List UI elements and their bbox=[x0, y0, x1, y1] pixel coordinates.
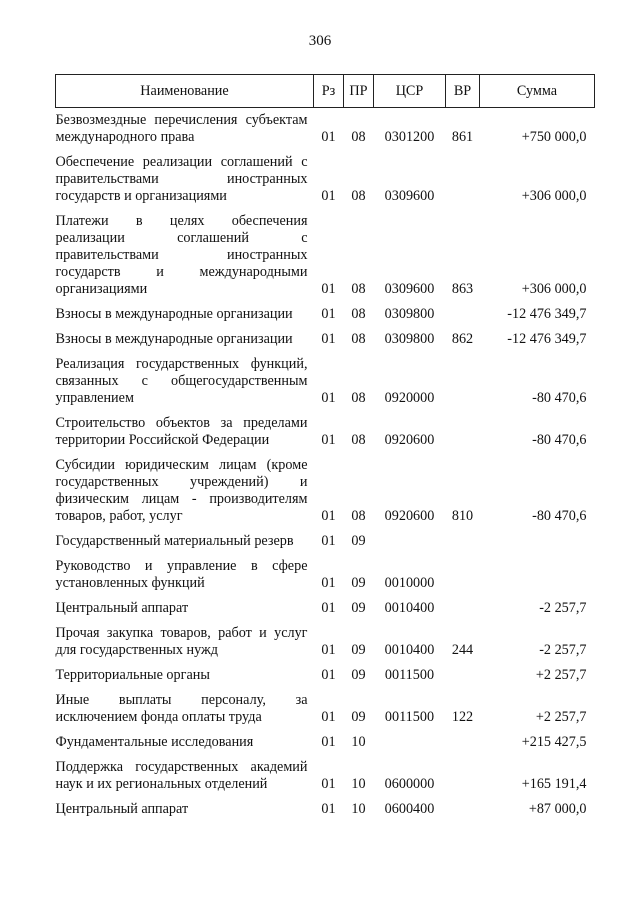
row-pr: 10 bbox=[351, 734, 366, 750]
row-pr: 08 bbox=[351, 432, 366, 448]
row-csr: 0011500 bbox=[384, 667, 435, 683]
row-pr: 08 bbox=[351, 508, 366, 524]
row-rz: 01 bbox=[321, 734, 336, 750]
row-name: Руководство и управление в сфере установленных функций bbox=[55, 558, 308, 591]
row-pr: 08 bbox=[351, 129, 366, 145]
table-row bbox=[56, 688, 595, 730]
row-name: Поддержка государственных академий наук и их региональных отделений bbox=[55, 759, 308, 792]
row-rz: 01 bbox=[321, 390, 336, 406]
row-csr: 0010400 bbox=[384, 642, 435, 658]
row-name: Обеспечение реализации соглашений с правительствами иностранных государств и организациями bbox=[55, 154, 308, 204]
row-name: Центральный аппарат bbox=[55, 801, 189, 817]
table-row bbox=[56, 352, 595, 411]
row-csr: 0309600 bbox=[384, 281, 435, 297]
row-sum: -12 476 349,7 bbox=[507, 306, 587, 322]
row-csr: 0309600 bbox=[384, 188, 435, 204]
row-sum bbox=[480, 554, 595, 596]
header-rz: Рз bbox=[314, 75, 344, 108]
row-rz: 01 bbox=[321, 281, 336, 297]
table-row bbox=[56, 730, 595, 755]
row-name: Платежи в целях обеспечения реализации соглашений с правительствами иностранных государств и международными организациями bbox=[55, 213, 308, 297]
table-row bbox=[56, 453, 595, 529]
row-csr: 0920600 bbox=[384, 508, 435, 524]
row-vr bbox=[446, 352, 480, 411]
row-sum: +87 000,0 bbox=[528, 801, 587, 817]
row-rz: 01 bbox=[321, 188, 336, 204]
row-sum: +2 257,7 bbox=[535, 709, 587, 725]
row-pr: 09 bbox=[351, 667, 366, 683]
row-sum bbox=[480, 529, 595, 554]
row-csr: 0309800 bbox=[384, 306, 435, 322]
table-row bbox=[56, 302, 595, 327]
table-header bbox=[56, 75, 595, 108]
row-vr: 810 bbox=[451, 508, 474, 524]
row-rz: 01 bbox=[321, 331, 336, 347]
row-csr: 0309800 bbox=[384, 331, 435, 347]
row-vr bbox=[446, 755, 480, 797]
row-csr bbox=[374, 730, 446, 755]
row-pr: 09 bbox=[351, 600, 366, 616]
row-rz: 01 bbox=[321, 432, 336, 448]
budget-table bbox=[55, 74, 595, 822]
row-csr: 0010400 bbox=[384, 600, 435, 616]
table-row bbox=[56, 797, 595, 822]
table-row bbox=[56, 411, 595, 453]
row-name: Строительство объектов за пределами территории Российской Федерации bbox=[55, 415, 308, 448]
row-pr: 09 bbox=[351, 575, 366, 591]
row-csr: 0301200 bbox=[384, 129, 435, 145]
row-vr bbox=[446, 730, 480, 755]
row-name: Государственный материальный резерв bbox=[55, 533, 294, 549]
row-vr: 863 bbox=[451, 281, 474, 297]
row-rz: 01 bbox=[321, 575, 336, 591]
row-pr: 08 bbox=[351, 306, 366, 322]
row-name: Субсидии юридическим лицам (кроме государственных учреждений) и физическим лицам - производителям товаров, работ, услуг bbox=[55, 457, 308, 524]
table-row bbox=[56, 327, 595, 352]
row-csr: 0010000 bbox=[384, 575, 435, 591]
row-name: Иные выплаты персоналу, за исключением фонда оплаты труда bbox=[55, 692, 308, 725]
table-row bbox=[56, 150, 595, 209]
row-sum: -80 470,6 bbox=[532, 432, 587, 448]
table-row bbox=[56, 621, 595, 663]
row-sum: -2 257,7 bbox=[539, 642, 587, 658]
row-rz: 01 bbox=[321, 306, 336, 322]
table-row bbox=[56, 554, 595, 596]
row-name: Территориальные органы bbox=[55, 667, 210, 683]
row-rz: 01 bbox=[321, 600, 336, 616]
table-row bbox=[56, 663, 595, 688]
row-rz: 01 bbox=[321, 533, 336, 549]
header-csr: ЦСР bbox=[374, 75, 446, 108]
row-csr: 0920600 bbox=[384, 432, 435, 448]
row-sum: +750 000,0 bbox=[521, 129, 587, 145]
row-name: Безвозмездные перечисления субъектам международного права bbox=[55, 112, 308, 145]
row-name: Фундаментальные исследования bbox=[55, 734, 254, 750]
row-rz: 01 bbox=[321, 129, 336, 145]
row-rz: 01 bbox=[321, 642, 336, 658]
row-sum: +2 257,7 bbox=[535, 667, 587, 683]
row-sum: -12 476 349,7 bbox=[507, 331, 587, 347]
header-vr: ВР bbox=[446, 75, 480, 108]
table-row bbox=[56, 755, 595, 797]
row-sum: -80 470,6 bbox=[532, 508, 587, 524]
row-rz: 01 bbox=[321, 776, 336, 792]
table-row bbox=[56, 209, 595, 302]
row-vr bbox=[446, 150, 480, 209]
header-sum: Сумма bbox=[480, 75, 595, 108]
row-sum: +215 427,5 bbox=[521, 734, 587, 750]
row-csr bbox=[374, 529, 446, 554]
table-row bbox=[56, 108, 595, 151]
row-vr: 122 bbox=[451, 709, 474, 725]
row-pr: 09 bbox=[351, 533, 366, 549]
row-sum: -2 257,7 bbox=[539, 600, 587, 616]
row-name: Реализация государственных функций, связанных с общегосударственным управлением bbox=[55, 356, 308, 406]
row-rz: 01 bbox=[321, 667, 336, 683]
row-vr: 862 bbox=[451, 331, 474, 347]
row-rz: 01 bbox=[321, 801, 336, 817]
row-vr bbox=[446, 554, 480, 596]
row-sum: +306 000,0 bbox=[521, 281, 587, 297]
row-vr bbox=[446, 797, 480, 822]
header-name: Наименование bbox=[56, 75, 314, 108]
row-name: Взносы в международные организации bbox=[55, 331, 293, 347]
row-pr: 10 bbox=[351, 776, 366, 792]
row-name: Прочая закупка товаров, работ и услуг для государственных нужд bbox=[55, 625, 308, 658]
row-sum: +306 000,0 bbox=[521, 188, 587, 204]
row-name: Центральный аппарат bbox=[55, 600, 189, 616]
table-row bbox=[56, 596, 595, 621]
row-pr: 10 bbox=[351, 801, 366, 817]
table-body bbox=[56, 108, 595, 823]
row-sum: -80 470,6 bbox=[532, 390, 587, 406]
row-csr: 0600400 bbox=[384, 801, 435, 817]
row-pr: 08 bbox=[351, 331, 366, 347]
row-vr bbox=[446, 411, 480, 453]
row-pr: 09 bbox=[351, 642, 366, 658]
row-vr: 861 bbox=[451, 129, 474, 145]
row-vr bbox=[446, 529, 480, 554]
row-pr: 08 bbox=[351, 281, 366, 297]
row-rz: 01 bbox=[321, 709, 336, 725]
row-name: Взносы в международные организации bbox=[55, 306, 293, 322]
row-pr: 09 bbox=[351, 709, 366, 725]
row-pr: 08 bbox=[351, 188, 366, 204]
row-csr: 0011500 bbox=[384, 709, 435, 725]
row-vr bbox=[446, 596, 480, 621]
row-csr: 0920000 bbox=[384, 390, 435, 406]
page-number: 306 bbox=[308, 33, 332, 49]
table-row bbox=[56, 529, 595, 554]
row-vr bbox=[446, 663, 480, 688]
row-rz: 01 bbox=[321, 508, 336, 524]
row-csr: 0600000 bbox=[384, 776, 435, 792]
row-sum: +165 191,4 bbox=[521, 776, 587, 792]
row-pr: 08 bbox=[351, 390, 366, 406]
row-vr bbox=[446, 302, 480, 327]
row-vr: 244 bbox=[451, 642, 474, 658]
header-pr: ПР bbox=[344, 75, 374, 108]
